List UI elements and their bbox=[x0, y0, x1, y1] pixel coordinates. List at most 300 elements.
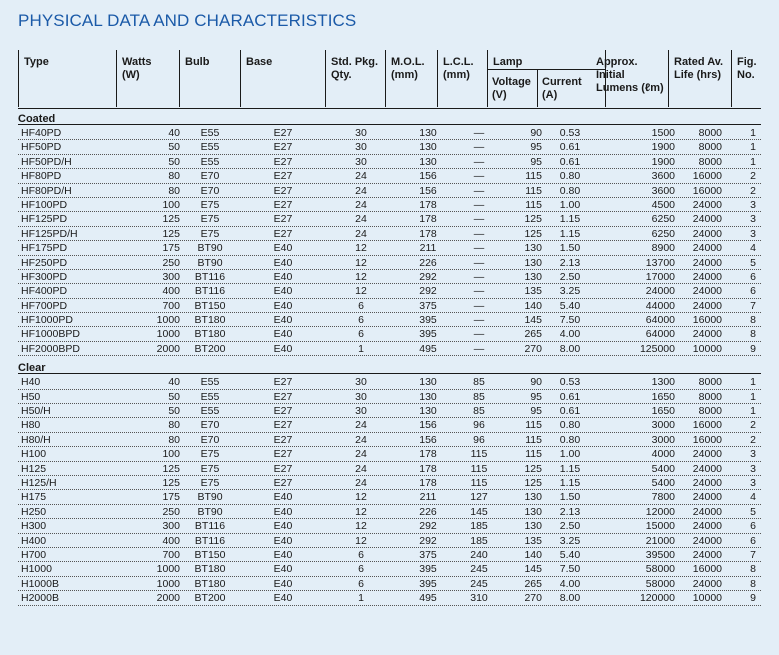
column-divider bbox=[668, 50, 669, 107]
cell-lcl: — bbox=[473, 270, 485, 283]
cell-life: 8000 bbox=[698, 127, 722, 139]
cell-qty: 24 bbox=[355, 170, 367, 183]
cell-bulb: BT180 bbox=[194, 577, 226, 590]
cell-type: HF250PD bbox=[21, 256, 68, 269]
cell-type: HF1000PD bbox=[21, 314, 73, 327]
cell-fig: 5 bbox=[750, 256, 756, 269]
table-row bbox=[18, 327, 761, 341]
cell-base: E27 bbox=[273, 390, 293, 403]
cell-lcl: 96 bbox=[473, 419, 485, 432]
cell-base: E40 bbox=[273, 534, 293, 547]
table-row bbox=[18, 126, 761, 140]
cell-watts: 80 bbox=[168, 170, 180, 183]
cell-type: HF1000BPD bbox=[21, 328, 80, 341]
header-watts: Watts (W) bbox=[122, 56, 152, 81]
cell-lcl: — bbox=[473, 170, 485, 183]
cell-lcl: — bbox=[473, 198, 485, 211]
cell-life: 24000 bbox=[692, 462, 722, 475]
cell-lumens: 3000 bbox=[651, 433, 675, 446]
cell-qty: 1 bbox=[358, 342, 364, 355]
cell-base: E40 bbox=[273, 563, 293, 576]
cell-qty: 24 bbox=[355, 476, 367, 489]
cell-life: 24000 bbox=[692, 256, 722, 269]
cell-life: 24000 bbox=[692, 448, 722, 461]
header-rule bbox=[18, 108, 761, 109]
cell-type: H125/H bbox=[21, 476, 57, 489]
column-divider bbox=[385, 50, 386, 107]
cell-bulb: E55 bbox=[200, 390, 220, 403]
data-table bbox=[18, 110, 761, 606]
cell-bulb: E55 bbox=[200, 155, 220, 168]
cell-voltage: 135 bbox=[524, 534, 542, 547]
cell-current: 0.80 bbox=[559, 433, 581, 446]
page-title: PHYSICAL DATA AND CHARACTERISTICS bbox=[18, 11, 357, 30]
header-bulb: Bulb bbox=[185, 56, 210, 68]
cell-fig: 8 bbox=[750, 563, 756, 576]
cell-mol: 156 bbox=[419, 419, 437, 432]
cell-base: E27 bbox=[273, 419, 293, 432]
cell-lumens: 6250 bbox=[651, 213, 675, 226]
column-divider bbox=[179, 50, 180, 107]
cell-lcl: — bbox=[473, 342, 485, 355]
cell-lcl: — bbox=[473, 242, 485, 255]
cell-life: 8000 bbox=[698, 155, 722, 168]
cell-current: 4.00 bbox=[559, 577, 581, 590]
table-row bbox=[18, 433, 761, 447]
cell-current: 0.61 bbox=[559, 390, 581, 403]
cell-life: 24000 bbox=[692, 328, 722, 341]
cell-lcl: — bbox=[473, 314, 485, 327]
cell-lumens: 7800 bbox=[651, 491, 675, 504]
cell-base: E40 bbox=[273, 491, 293, 504]
table-row bbox=[18, 548, 761, 562]
table-row bbox=[18, 418, 761, 432]
cell-type: HF400PD bbox=[21, 285, 68, 298]
cell-fig: 1 bbox=[750, 127, 756, 139]
cell-base: E27 bbox=[273, 170, 293, 183]
cell-lcl: 245 bbox=[470, 577, 488, 590]
cell-voltage: 130 bbox=[524, 270, 542, 283]
table-row bbox=[18, 519, 761, 533]
cell-life: 24000 bbox=[692, 270, 722, 283]
header-voltage: Voltage (V) bbox=[492, 76, 531, 101]
cell-voltage: 95 bbox=[530, 155, 542, 168]
cell-base: E27 bbox=[273, 155, 293, 168]
cell-lumens: 1900 bbox=[651, 155, 675, 168]
cell-watts: 1000 bbox=[156, 577, 180, 590]
cell-type: H1000 bbox=[21, 563, 52, 576]
cell-fig: 6 bbox=[750, 520, 756, 533]
cell-bulb: E75 bbox=[200, 462, 220, 475]
cell-lcl: 127 bbox=[470, 491, 488, 504]
cell-current: 1.15 bbox=[559, 462, 581, 475]
cell-bulb: E75 bbox=[200, 213, 220, 226]
cell-fig: 1 bbox=[750, 155, 756, 168]
cell-qty: 24 bbox=[355, 462, 367, 475]
table-row bbox=[18, 227, 761, 241]
table-row bbox=[18, 476, 761, 490]
cell-current: 1.00 bbox=[559, 198, 581, 211]
cell-mol: 226 bbox=[419, 256, 437, 269]
table-row bbox=[18, 342, 761, 356]
column-divider bbox=[325, 50, 326, 107]
cell-voltage: 140 bbox=[524, 548, 542, 561]
cell-mol: 395 bbox=[419, 328, 437, 341]
cell-current: 0.80 bbox=[559, 184, 581, 197]
cell-lumens: 44000 bbox=[645, 299, 675, 312]
cell-base: E27 bbox=[273, 127, 293, 139]
cell-current: 8.00 bbox=[559, 592, 581, 605]
cell-watts: 175 bbox=[162, 242, 180, 255]
cell-base: E27 bbox=[273, 376, 293, 389]
cell-lumens: 24000 bbox=[645, 285, 675, 298]
cell-qty: 24 bbox=[355, 184, 367, 197]
column-divider bbox=[437, 50, 438, 107]
cell-mol: 130 bbox=[419, 390, 437, 403]
cell-watts: 2000 bbox=[156, 342, 180, 355]
cell-life: 16000 bbox=[692, 170, 722, 183]
cell-lcl: — bbox=[473, 299, 485, 312]
table-row bbox=[18, 562, 761, 576]
cell-lumens: 64000 bbox=[645, 314, 675, 327]
cell-watts: 50 bbox=[168, 141, 180, 154]
cell-current: 5.40 bbox=[559, 548, 581, 561]
cell-type: HF300PD bbox=[21, 270, 68, 283]
cell-base: E40 bbox=[273, 505, 293, 518]
table-row bbox=[18, 155, 761, 169]
cell-current: 1.50 bbox=[559, 242, 581, 255]
cell-bulb: BT180 bbox=[194, 563, 226, 576]
header-lamp: Lamp bbox=[493, 56, 523, 68]
cell-mol: 292 bbox=[419, 285, 437, 298]
cell-lcl: — bbox=[473, 213, 485, 226]
cell-voltage: 125 bbox=[524, 213, 542, 226]
cell-lumens: 58000 bbox=[645, 577, 675, 590]
cell-lcl: 96 bbox=[473, 433, 485, 446]
cell-lumens: 3000 bbox=[651, 419, 675, 432]
table-row bbox=[18, 256, 761, 270]
column-divider bbox=[537, 69, 538, 107]
cell-bulb: BT150 bbox=[194, 299, 226, 312]
table-row bbox=[18, 284, 761, 298]
cell-watts: 700 bbox=[162, 299, 180, 312]
cell-mol: 178 bbox=[419, 198, 437, 211]
cell-base: E40 bbox=[273, 592, 293, 605]
table-row bbox=[18, 577, 761, 591]
cell-qty: 12 bbox=[355, 242, 367, 255]
cell-type: H400 bbox=[21, 534, 47, 547]
cell-lcl: 310 bbox=[470, 592, 488, 605]
cell-mol: 495 bbox=[419, 342, 437, 355]
cell-mol: 226 bbox=[419, 505, 437, 518]
cell-voltage: 95 bbox=[530, 390, 542, 403]
cell-voltage: 115 bbox=[525, 419, 542, 432]
cell-fig: 3 bbox=[750, 198, 756, 211]
cell-lcl: 85 bbox=[473, 390, 485, 403]
cell-bulb: E70 bbox=[200, 170, 220, 183]
cell-base: E40 bbox=[273, 577, 293, 590]
table-row bbox=[18, 404, 761, 418]
cell-mol: 495 bbox=[419, 592, 437, 605]
cell-fig: 1 bbox=[750, 405, 756, 418]
cell-base: E40 bbox=[273, 520, 293, 533]
cell-fig: 8 bbox=[750, 314, 756, 327]
cell-qty: 12 bbox=[355, 491, 367, 504]
cell-current: 0.80 bbox=[559, 419, 581, 432]
cell-watts: 50 bbox=[168, 155, 180, 168]
cell-mol: 130 bbox=[419, 405, 437, 418]
cell-lumens: 21000 bbox=[645, 534, 675, 547]
cell-voltage: 140 bbox=[524, 299, 542, 312]
cell-lumens: 3600 bbox=[651, 170, 675, 183]
cell-type: H40 bbox=[21, 376, 41, 389]
cell-life: 24000 bbox=[692, 548, 722, 561]
cell-fig: 8 bbox=[750, 577, 756, 590]
cell-base: E40 bbox=[273, 328, 293, 341]
cell-current: 5.40 bbox=[559, 299, 581, 312]
cell-watts: 400 bbox=[162, 285, 180, 298]
table-row bbox=[18, 270, 761, 284]
cell-bulb: E70 bbox=[200, 184, 220, 197]
cell-bulb: E70 bbox=[200, 419, 220, 432]
cell-watts: 2000 bbox=[156, 592, 180, 605]
cell-fig: 3 bbox=[750, 227, 756, 240]
cell-base: E40 bbox=[273, 548, 293, 561]
table-row bbox=[18, 184, 761, 198]
cell-type: H125 bbox=[21, 462, 47, 475]
cell-bulb: E75 bbox=[200, 227, 220, 240]
cell-mol: 130 bbox=[419, 155, 437, 168]
section-label: Clear bbox=[18, 359, 761, 374]
cell-fig: 2 bbox=[750, 433, 756, 446]
cell-bulb: BT116 bbox=[194, 270, 226, 283]
header-type: Type bbox=[24, 56, 49, 68]
cell-voltage: 130 bbox=[524, 256, 542, 269]
cell-mol: 395 bbox=[419, 563, 437, 576]
cell-lcl: 115 bbox=[470, 448, 488, 461]
column-divider bbox=[18, 50, 19, 107]
cell-watts: 250 bbox=[162, 505, 180, 518]
cell-voltage: 125 bbox=[524, 462, 542, 475]
cell-life: 24000 bbox=[692, 476, 722, 489]
cell-current: 2.50 bbox=[559, 270, 581, 283]
cell-mol: 211 bbox=[419, 491, 437, 504]
cell-bulb: BT90 bbox=[197, 256, 223, 269]
cell-fig: 9 bbox=[750, 592, 756, 605]
cell-life: 10000 bbox=[692, 592, 722, 605]
cell-base: E40 bbox=[273, 314, 293, 327]
cell-life: 8000 bbox=[698, 405, 722, 418]
cell-type: H80/H bbox=[21, 433, 51, 446]
cell-watts: 400 bbox=[162, 534, 180, 547]
cell-fig: 1 bbox=[750, 141, 756, 154]
cell-type: HF700PD bbox=[21, 299, 68, 312]
cell-fig: 7 bbox=[750, 548, 756, 561]
cell-current: 1.15 bbox=[559, 227, 581, 240]
cell-life: 24000 bbox=[692, 520, 722, 533]
cell-fig: 2 bbox=[750, 184, 756, 197]
cell-life: 24000 bbox=[692, 213, 722, 226]
cell-qty: 30 bbox=[355, 141, 367, 154]
cell-fig: 6 bbox=[750, 534, 756, 547]
cell-fig: 6 bbox=[750, 270, 756, 283]
table-row bbox=[18, 534, 761, 548]
cell-mol: 156 bbox=[419, 170, 437, 183]
cell-fig: 3 bbox=[750, 213, 756, 226]
cell-base: E27 bbox=[273, 213, 293, 226]
cell-base: E27 bbox=[273, 448, 293, 461]
cell-lcl: 85 bbox=[473, 405, 485, 418]
cell-lumens: 3600 bbox=[651, 184, 675, 197]
column-divider bbox=[240, 50, 241, 107]
cell-type: HF80PD/H bbox=[21, 184, 72, 197]
cell-life: 24000 bbox=[692, 198, 722, 211]
cell-fig: 5 bbox=[750, 505, 756, 518]
cell-type: HF80PD bbox=[21, 170, 62, 183]
cell-qty: 12 bbox=[355, 270, 367, 283]
cell-type: H300 bbox=[21, 520, 47, 533]
cell-lumens: 58000 bbox=[645, 563, 675, 576]
cell-current: 2.13 bbox=[559, 256, 581, 269]
cell-fig: 3 bbox=[750, 462, 756, 475]
cell-lcl: 145 bbox=[470, 505, 488, 518]
cell-base: E40 bbox=[273, 299, 293, 312]
cell-fig: 4 bbox=[750, 242, 756, 255]
cell-fig: 9 bbox=[750, 342, 756, 355]
cell-bulb: BT116 bbox=[194, 520, 226, 533]
cell-type: H80 bbox=[21, 419, 41, 432]
cell-lumens: 12000 bbox=[645, 505, 675, 518]
cell-lcl: — bbox=[473, 285, 485, 298]
cell-base: E40 bbox=[273, 285, 293, 298]
header-fig: Fig. No. bbox=[737, 56, 757, 81]
cell-type: HF125PD bbox=[21, 213, 68, 226]
section-label: Coated bbox=[18, 110, 761, 125]
cell-current: 4.00 bbox=[559, 328, 581, 341]
cell-life: 16000 bbox=[692, 314, 722, 327]
cell-lumens: 15000 bbox=[645, 520, 675, 533]
cell-base: E27 bbox=[273, 141, 293, 154]
cell-type: H175 bbox=[21, 491, 47, 504]
cell-life: 24000 bbox=[692, 491, 722, 504]
cell-life: 16000 bbox=[692, 563, 722, 576]
cell-qty: 24 bbox=[355, 448, 367, 461]
cell-mol: 292 bbox=[419, 520, 437, 533]
cell-bulb: E55 bbox=[200, 376, 220, 389]
cell-voltage: 115 bbox=[525, 198, 542, 211]
table-row bbox=[18, 447, 761, 461]
cell-life: 16000 bbox=[692, 419, 722, 432]
cell-current: 8.00 bbox=[559, 342, 581, 355]
cell-fig: 6 bbox=[750, 285, 756, 298]
cell-qty: 30 bbox=[355, 405, 367, 418]
cell-current: 1.15 bbox=[559, 476, 581, 489]
cell-current: 1.50 bbox=[559, 491, 581, 504]
cell-qty: 6 bbox=[358, 314, 364, 327]
table-row bbox=[18, 212, 761, 226]
table-row bbox=[18, 299, 761, 313]
cell-lumens: 13700 bbox=[645, 256, 675, 269]
column-divider bbox=[116, 50, 117, 107]
cell-voltage: 90 bbox=[530, 127, 542, 139]
cell-lumens: 1650 bbox=[651, 405, 675, 418]
cell-voltage: 130 bbox=[524, 505, 542, 518]
cell-current: 0.53 bbox=[559, 376, 581, 389]
cell-life: 24000 bbox=[692, 242, 722, 255]
cell-lcl: 185 bbox=[470, 520, 488, 533]
cell-bulb: BT180 bbox=[194, 328, 226, 341]
table-row bbox=[18, 140, 761, 154]
cell-base: E27 bbox=[273, 184, 293, 197]
cell-type: H250 bbox=[21, 505, 47, 518]
cell-lcl: — bbox=[473, 141, 485, 154]
cell-voltage: 265 bbox=[524, 577, 542, 590]
cell-life: 16000 bbox=[692, 184, 722, 197]
column-divider bbox=[731, 50, 732, 107]
cell-lumens: 39500 bbox=[645, 548, 675, 561]
cell-bulb: BT116 bbox=[194, 534, 226, 547]
cell-fig: 4 bbox=[750, 491, 756, 504]
header-life: Rated Av. Life (hrs) bbox=[674, 56, 724, 81]
cell-lumens: 1650 bbox=[651, 390, 675, 403]
cell-lumens: 4000 bbox=[651, 448, 675, 461]
cell-type: HF50PD bbox=[21, 141, 62, 154]
cell-bulb: E70 bbox=[200, 433, 220, 446]
cell-fig: 2 bbox=[750, 419, 756, 432]
cell-mol: 178 bbox=[419, 227, 437, 240]
cell-watts: 250 bbox=[162, 256, 180, 269]
cell-base: E27 bbox=[273, 227, 293, 240]
header-lumens: Approx. Initial Lumens (ℓm) bbox=[596, 56, 664, 94]
cell-mol: 292 bbox=[419, 534, 437, 547]
cell-base: E40 bbox=[273, 270, 293, 283]
cell-watts: 1000 bbox=[156, 563, 180, 576]
cell-voltage: 270 bbox=[524, 342, 542, 355]
cell-lumens: 1900 bbox=[651, 141, 675, 154]
cell-lumens: 17000 bbox=[645, 270, 675, 283]
table-row bbox=[18, 198, 761, 212]
cell-mol: 130 bbox=[419, 127, 437, 139]
cell-voltage: 130 bbox=[524, 242, 542, 255]
cell-bulb: BT90 bbox=[197, 505, 223, 518]
header-lcl: L.C.L. (mm) bbox=[443, 56, 474, 81]
cell-life: 8000 bbox=[698, 390, 722, 403]
cell-type: HF175PD bbox=[21, 242, 68, 255]
cell-qty: 24 bbox=[355, 433, 367, 446]
cell-mol: 395 bbox=[419, 314, 437, 327]
table-row bbox=[18, 490, 761, 504]
cell-voltage: 145 bbox=[524, 563, 542, 576]
cell-current: 3.25 bbox=[559, 285, 581, 298]
cell-type: HF100PD bbox=[21, 198, 68, 211]
cell-life: 8000 bbox=[698, 376, 722, 389]
cell-life: 10000 bbox=[692, 342, 722, 355]
cell-type: HF50PD/H bbox=[21, 155, 72, 168]
cell-watts: 125 bbox=[162, 462, 180, 475]
cell-fig: 8 bbox=[750, 328, 756, 341]
cell-type: HF40PD bbox=[21, 127, 62, 139]
cell-lumens: 1300 bbox=[651, 376, 675, 389]
table-row bbox=[18, 169, 761, 183]
cell-base: E27 bbox=[273, 433, 293, 446]
cell-qty: 6 bbox=[358, 563, 364, 576]
cell-fig: 3 bbox=[750, 448, 756, 461]
table-row bbox=[18, 313, 761, 327]
cell-bulb: E55 bbox=[200, 405, 220, 418]
cell-qty: 1 bbox=[358, 592, 364, 605]
cell-qty: 24 bbox=[355, 419, 367, 432]
table-row bbox=[18, 241, 761, 255]
